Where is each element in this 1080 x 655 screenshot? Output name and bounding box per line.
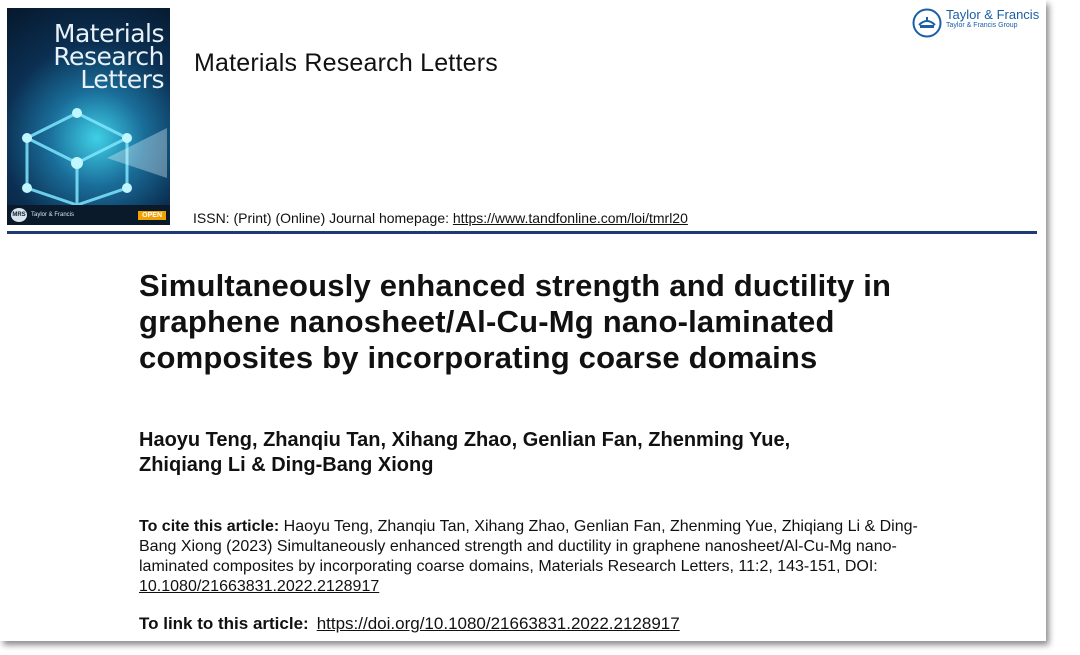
- cite-text: Haoyu Teng, Zhanqiu Tan, Xihang Zhao, Genlian Fan, Zhenming Yue, Zhiqiang Li & Ding-Bang Xiong (2023) Simultaneously enhanced strength and ductility in graphene nanosheet/Al-Cu-Mg nano-laminated composites by incorporating coarse domains, Materials Research Letters, 11:2, 143-151, DOI:: [139, 518, 918, 575]
- cover-publisher: Taylor & Francis: [31, 212, 75, 218]
- publisher-logo: [912, 8, 1039, 38]
- publisher-name: Taylor & Francis: [946, 7, 1040, 22]
- cite-doi-link[interactable]: 10.1080/21663831.2022.2128917: [139, 578, 380, 595]
- issn-text: ISSN: (Print) (Online) Journal homepage:: [193, 210, 453, 226]
- cover-title-line: Materials: [53, 19, 164, 48]
- cover-title-line: Research: [53, 42, 164, 71]
- header-divider: [7, 231, 1037, 234]
- cover-title-line: Letters: [80, 65, 164, 94]
- cover-lattice-art: [7, 98, 170, 205]
- article-link-line: [139, 614, 680, 634]
- article-title: Simultaneously enhanced strength and ductility in graphene nanosheet/Al-Cu-Mg nano-laminated composites by incorporating coarse domains: [139, 268, 892, 375]
- authors-line: Haoyu Teng, Zhanqiu Tan, Xihang Zhao, Genlian Fan, Zhenming Yue,: [139, 429, 791, 451]
- cover-title: [7, 19, 164, 94]
- open-access-badge: OPEN: [138, 211, 166, 220]
- journal-homepage-link[interactable]: https://www.tandfonline.com/loi/tmrl20: [452, 210, 688, 226]
- authors-line: Zhiqiang Li & Ding-Bang Xiong: [139, 454, 434, 476]
- journal-cover-image: [7, 8, 170, 225]
- citation-block: [139, 517, 929, 597]
- article-authors: [139, 428, 899, 478]
- mrs-logo-icon: MRS: [11, 208, 27, 222]
- cite-label: To cite this article:: [139, 518, 280, 535]
- link-label: To link to this article:: [139, 614, 309, 633]
- issn-line: [193, 210, 688, 226]
- taylor-francis-logo-icon: [912, 8, 942, 38]
- journal-name: Materials Research Letters: [194, 49, 498, 77]
- cover-footer: [7, 205, 170, 225]
- publisher-group: Taylor & Francis Group: [946, 22, 1018, 29]
- article-doi-link[interactable]: https://doi.org/10.1080/21663831.2022.2128917: [316, 614, 680, 633]
